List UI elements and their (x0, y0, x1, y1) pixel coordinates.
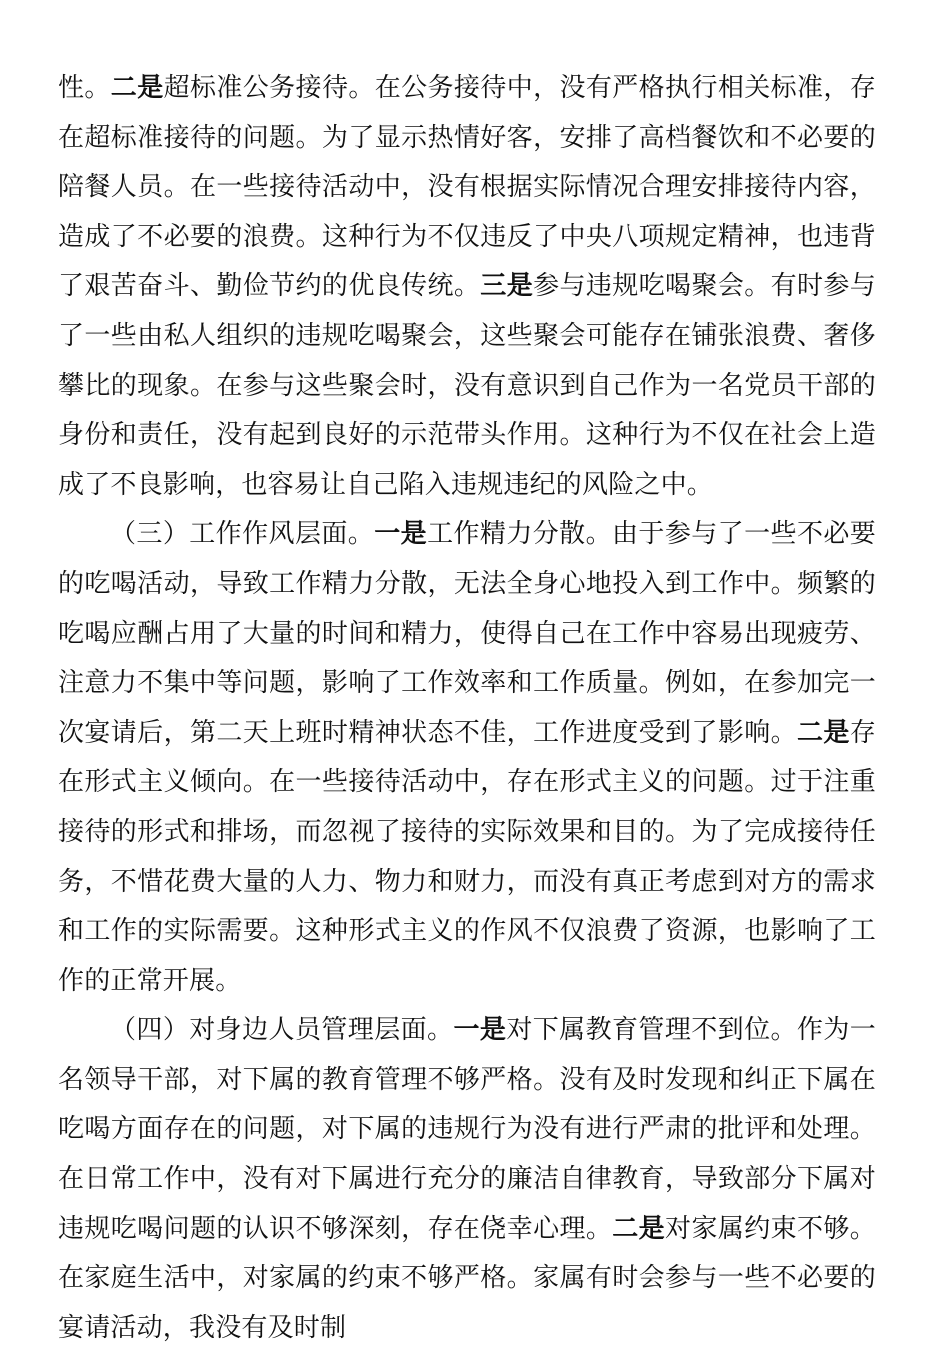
section-heading: （三）工作作风层面。 (110, 519, 375, 550)
paragraph-2 (58, 510, 876, 1006)
text-run: 超标准公务接待。在公务接待中，没有严格执行相关标准，存在超标准接待的问题。为了显示热情好客，安排了高档餐饮和不必要的陪餐人员。在一些接待活动中，没有根据实际情况合理安排接待内容，造成了不必要的浪费。这种行为不仅违反了中央八项规定精神，也违背了艰苦奋斗、勤俭节约的优良传统。 (58, 73, 877, 302)
paragraph-3 (58, 1006, 876, 1353)
text-run: 存在形式主义倾向。在一些接待活动中，存在形式主义的问题。过于注重接待的形式和排场，而忽视了接待的实际效果和目的。为了完成接待任务，不惜花费大量的人力、物力和财力，而没有真正考虑到对方的需求和工作的实际需要。这种形式主义的作风不仅浪费了资源，也影响了工作的正常开展。 (58, 717, 876, 996)
text-run: 对家属约束不够。在家庭生活中，对家属的约束不够严格。家属有时会参与一些不必要的宴请活动，我没有及时制 (58, 1213, 876, 1343)
text-run: 性。 (58, 73, 111, 103)
bold-label: 二是 (110, 73, 164, 103)
bold-label: 三是 (480, 271, 534, 302)
bold-label: 二是 (797, 717, 850, 748)
text-run: 对下属教育管理不到位。作为一名领导干部，对下属的教育管理不够严格。没有及时发现和纠正下属在吃喝方面存在的问题，对下属的违规行为没有进行严肃的批评和处理。在日常工作中，没有对下属进行充分的廉洁自律教育，导致部分下属对违规吃喝问题的认识不够深刻，存在侥幸心理。 (58, 1015, 876, 1244)
text-run: 参与违规吃喝聚会。有时参与了一些由私人组织的违规吃喝聚会，这些聚会可能存在铺张浪费、奢侈攀比的现象。在参与这些聚会时，没有意识到自己作为一名党员干部的身份和责任，没有起到良好的示范带头作用。这种行为不仅在社会上造成了不良影响，也容易让自己陷入违规违纪的风险之中。 (58, 271, 877, 500)
bold-label: 二是 (612, 1213, 666, 1244)
text-run: 工作精力分散。由于参与了一些不必要的吃喝活动，导致工作精力分散，无法全身心地投入到工作中。频繁的吃喝应酬占用了大量的时间和精力，使得自己在工作中容易出现疲劳、注意力不集中等问题，影响了工作效率和工作质量。例如，在参加完一次宴请后，第二天上班时精神状态不佳，工作进度受到了影响。 (58, 519, 876, 748)
bold-label: 一是 (374, 519, 428, 550)
bold-label: 一是 (453, 1015, 507, 1046)
section-heading: （四）对身边人员管理层面。 (110, 1015, 454, 1046)
document-body (58, 64, 876, 1353)
paragraph-1 (58, 64, 876, 510)
